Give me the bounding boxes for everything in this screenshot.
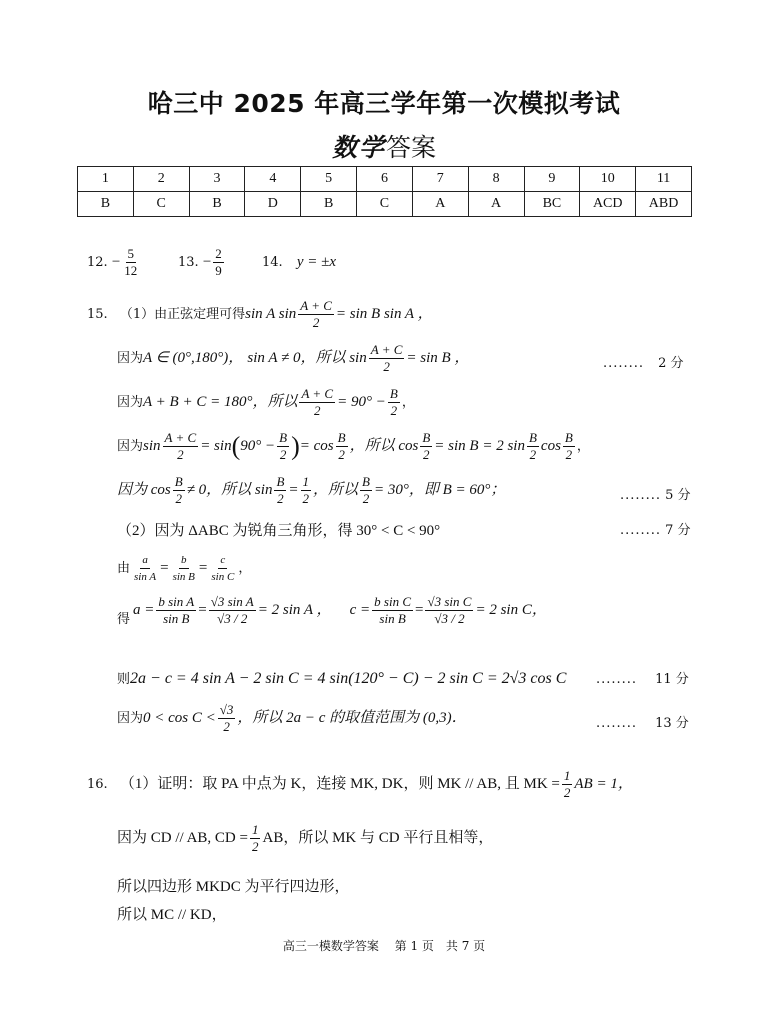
q15-p1-expr-b: = sin B sin A ， [335, 306, 433, 322]
answer-table-answer-cell: A [412, 192, 468, 217]
fraction-numerator: b [179, 552, 189, 569]
fraction-numerator: 1 [563, 768, 571, 783]
q15-l2-fraction [369, 342, 405, 375]
answer-table-number-cell: 8 [468, 167, 524, 192]
fraction-denominator: 12 [124, 263, 138, 278]
q15-l4-paren-close: ) [291, 431, 300, 461]
fraction-denominator: sin C [211, 571, 235, 583]
q15-l2-a: 因为 [117, 351, 144, 366]
score-2 [603, 352, 683, 371]
q14-label: 14. [262, 255, 283, 270]
answer-table-answer-cell: D [245, 192, 301, 217]
q15-l4-b: sin [143, 438, 161, 454]
q15-l8-a: 得 [117, 612, 131, 627]
q15-line-1-content [87, 298, 433, 331]
q15-l5-frac-4 [360, 474, 372, 507]
q13 [178, 246, 226, 279]
answer-table-number-cell: 7 [412, 167, 468, 192]
q15-l5-frac-1 [173, 474, 185, 507]
answer-table-answer-cell: A [468, 192, 524, 217]
q15-l3-fraction [299, 386, 335, 419]
q15-line-10-content [117, 702, 467, 735]
q16-line-2-content [117, 822, 493, 855]
q15-l7-frac-3 [209, 552, 236, 585]
score-13 [596, 712, 689, 731]
q15-line-8-content [133, 594, 547, 627]
fraction-numerator: B [276, 474, 285, 489]
fraction-denominator: 2 [338, 447, 345, 462]
answer-table-number-cell: 2 [133, 167, 189, 192]
fraction-numerator: A + C [370, 342, 403, 357]
subtitle-answer: 答案 [386, 133, 437, 162]
score-leader-dots: ........ [596, 672, 638, 687]
q16-l2-b: AB，所以 MK 与 CD 平行且相等， [262, 830, 494, 846]
q15-l8-e: = 2 sin C， [475, 602, 547, 618]
fraction-denominator: 2 [302, 491, 310, 506]
q16-l2-frac [250, 822, 261, 855]
fraction-numerator: A + C [301, 386, 334, 401]
fraction-denominator: 2 [565, 447, 573, 462]
q15-l5-c: = [288, 482, 299, 498]
q13-sign: − [202, 254, 212, 270]
fraction-denominator: 2 [529, 447, 537, 462]
fraction-denominator: 2 [314, 403, 321, 418]
fraction-denominator: sin B [163, 611, 190, 626]
q15-l7-b: ， [238, 561, 252, 576]
fraction-denominator: 2 [312, 315, 320, 330]
q15-l4-g: = sin B = 2 sin [434, 438, 525, 454]
q15-l5-b: ≠ 0，所以 sin [186, 482, 273, 498]
fraction-numerator: 1 [251, 822, 259, 837]
q15-l5-d: ，所以 [313, 482, 359, 498]
q16-l1-b: AB = 1， [574, 776, 633, 792]
q15-l7-a: 由 [117, 561, 131, 576]
fraction-denominator: 2 [175, 491, 182, 506]
q15-l2-c: sin A ≠ 0，所以 sin [247, 350, 367, 366]
q15-l8-frac-1 [156, 594, 196, 627]
score-value: 7 分 [665, 523, 691, 538]
fraction-numerator: √3 sin A [210, 594, 254, 609]
q15-l5-a: 因为 cos [117, 482, 171, 498]
page-footer: 高三一模数学答案 第 1 页 共 7 页 [282, 939, 486, 953]
equals-sign: = [198, 602, 207, 618]
q15-l4-frac-3 [336, 430, 348, 463]
fraction-numerator: A + C [300, 298, 332, 313]
answer-table [77, 166, 692, 217]
score-value: 5 分 [665, 488, 691, 503]
q15-l3-b: A + B + C = 180°，所以 [143, 394, 298, 410]
q15-l5-frac-2 [274, 474, 286, 507]
q15-l4-frac-5 [527, 430, 539, 463]
q15-l9-b: 2a − c = 4 sin A − 2 sin C = 4 sin(120° − C) − 2 sin C = 2√3 cos C [130, 670, 567, 687]
score-value: 13 分 [655, 716, 689, 731]
fraction-denominator: 2 [563, 785, 571, 800]
q15-l7-frac-2 [171, 552, 197, 585]
answer-table-answer-cell: BC [524, 192, 580, 217]
fraction-numerator: √3 sin C [427, 594, 472, 609]
q15-l4-frac-2 [277, 430, 289, 463]
q12-fraction [122, 246, 139, 279]
score-7 [620, 519, 690, 538]
answer-table-answer-cell: B [301, 192, 357, 217]
score-leader-dots: ........ [620, 488, 662, 503]
answer-table-answer-cell: C [133, 192, 189, 217]
q15-l10-b: 0 < cos C < [143, 710, 216, 726]
score-11 [596, 668, 689, 687]
q15-l8-frac-3 [372, 594, 413, 627]
q15-l5-frac-3 [301, 474, 312, 507]
fraction-numerator: 1 [302, 474, 310, 489]
equals-sign: = [198, 560, 208, 576]
fraction-numerator: B [528, 430, 537, 445]
answer-table-number-cell: 9 [524, 167, 580, 192]
q15-l4-i: ， [576, 439, 590, 454]
q15-l4-d: 90° − [240, 438, 276, 454]
q15-l4-h: cos [540, 438, 561, 454]
fraction-denominator: √3 / 2 [217, 611, 248, 626]
page-subtitle [0, 128, 768, 164]
fraction-denominator: sin B [379, 611, 406, 626]
q15-l10-a: 因为 [117, 711, 144, 726]
q14-answer: y = ±x [296, 254, 336, 270]
q15-line-3-content [117, 386, 415, 419]
fraction-denominator: 2 [251, 839, 259, 854]
q15-l3-d: ， [401, 395, 415, 410]
q15-l3-a: 因为 [117, 395, 144, 410]
q15-l8-b: a = [133, 602, 155, 618]
fraction-numerator: B [389, 386, 398, 401]
fraction-numerator: B [174, 474, 183, 489]
score-5 [620, 484, 690, 503]
score-leader-dots: ........ [603, 356, 645, 371]
q15-p2-a: （2）因为 ΔABC 为锐角三角形，得 30° < C < 90° [117, 523, 441, 539]
fraction-numerator: b sin A [158, 594, 195, 609]
q15-p1-fraction [298, 298, 334, 331]
equals-sign: = [415, 602, 424, 618]
fraction-denominator: sin A [134, 571, 157, 583]
q15-l9-a: 则 [117, 672, 131, 687]
score-leader-dots: ........ [620, 523, 662, 538]
fraction-denominator: 2 [177, 447, 184, 462]
answer-table-answer-cell: B [189, 192, 245, 217]
q16-l2-a: 因为 CD // AB, CD = [117, 830, 248, 846]
answer-table-number-cell: 11 [636, 167, 692, 192]
fraction-numerator: a [140, 552, 150, 569]
q15-l5-e: = 30°，即 B = 60°； [374, 482, 506, 498]
q15-l4-frac-1 [163, 430, 199, 463]
fraction-denominator: 2 [279, 447, 287, 462]
fraction-denominator: sin B [172, 571, 195, 583]
q13-label: 13. [178, 255, 199, 270]
fraction-denominator: 2 [390, 403, 398, 418]
answer-table-number-cell: 1 [78, 167, 134, 192]
subtitle-subject: 数学 [331, 133, 386, 162]
answer-table-number-cell: 10 [580, 167, 636, 192]
q14 [262, 254, 336, 271]
q16-label: 16. [87, 777, 108, 792]
fraction-numerator: √3 [219, 702, 234, 717]
q16-l4: 所以 MC // KD， [117, 907, 227, 923]
q15-l4-frac-6 [563, 430, 575, 463]
answer-table-answer-cell: ABD [636, 192, 692, 217]
q15-l4-frac-4 [420, 430, 432, 463]
q15-l4-a: 因为 [117, 439, 144, 454]
q12 [87, 246, 141, 279]
answer-table-number-row [78, 167, 692, 192]
q15-l2-b: A ∈ (0°,180°)， [143, 350, 244, 366]
q15-line-6-content [117, 519, 440, 540]
answer-table-number-cell: 5 [301, 167, 357, 192]
fraction-denominator: 2 [383, 359, 390, 374]
fraction-denominator: 2 [423, 447, 430, 462]
q15-line-7-content [117, 552, 251, 585]
q16-l1-frac [562, 768, 573, 801]
fraction-denominator: 2 [362, 491, 370, 506]
q16-line-1-content [87, 768, 633, 801]
q15-l8-frac-4 [425, 594, 473, 627]
fraction-numerator: 5 [127, 246, 135, 261]
q12-sign: − [111, 254, 121, 270]
fraction-denominator: 2 [223, 719, 230, 734]
fraction-numerator: B [564, 430, 573, 445]
q16-l1-a: （1）证明：取 PA 中点为 K，连接 MK, DK，则 MK // AB, 且 MK = [119, 776, 560, 792]
q15-l10-frac [218, 702, 236, 735]
answer-table-number-cell: 3 [189, 167, 245, 192]
page-title: 哈三中 2025 年高三学年第一次模拟考试 [147, 89, 621, 118]
q16-l3: 所以四边形 MKDC 为平行四边形， [117, 879, 350, 895]
q15-l8-c: = 2 sin A ， [257, 602, 332, 618]
q13-fraction [213, 246, 224, 279]
equals-sign: = [160, 560, 169, 576]
fraction-numerator: c [218, 552, 227, 569]
q15-l4-e: = cos [299, 438, 334, 454]
answer-table-number-cell: 6 [357, 167, 413, 192]
answer-table-answer-cell: ACD [580, 192, 636, 217]
answer-table-answer-cell: C [357, 192, 413, 217]
q15-p1-intro: （1）由正弦定理可得 [119, 307, 246, 322]
q15-line-2-content [117, 342, 469, 375]
q15-l3-fraction-2 [388, 386, 400, 419]
q15-label: 15. [87, 307, 108, 322]
fraction-numerator: 2 [215, 246, 222, 261]
fraction-numerator: b sin C [374, 594, 412, 609]
fraction-numerator: B [362, 474, 370, 489]
q15-l8-d: c = [349, 602, 371, 618]
fraction-numerator: B [337, 430, 346, 445]
q15-line-9-content [117, 668, 566, 688]
q12-label: 12. [87, 255, 108, 270]
fraction-denominator: √3 / 2 [434, 611, 465, 626]
answer-table-answer-row [78, 192, 692, 217]
q15-l3-c: = 90° − [337, 394, 386, 410]
fraction-numerator: B [422, 430, 431, 445]
fraction-numerator: A + C [164, 430, 197, 445]
q15-l4-paren-open: ( [231, 431, 241, 461]
q15-l4-c: = sin [200, 438, 232, 454]
q15-l4-f: ，所以 cos [349, 438, 419, 454]
q15-p1-expr-a: sin A sin [245, 306, 297, 322]
score-value: 11 分 [655, 672, 689, 687]
q15-line-5-content [117, 474, 505, 507]
q15-line-4-content [117, 430, 590, 463]
q15-l2-d: = sin B ， [406, 350, 470, 366]
fraction-denominator: 2 [277, 491, 284, 506]
fraction-numerator: B [279, 430, 288, 445]
q15-l8-frac-2 [209, 594, 256, 627]
answer-table-answer-cell: B [78, 192, 134, 217]
score-leader-dots: ........ [596, 716, 638, 731]
q15-l8-de [117, 608, 130, 627]
q15-l7-frac-1 [132, 552, 158, 585]
answer-table-number-cell: 4 [245, 167, 301, 192]
fraction-denominator: 9 [215, 263, 222, 278]
score-value: 2 分 [658, 356, 684, 371]
q15-l10-c: ，所以 2a − c 的取值范围为 (0,3)． [237, 710, 467, 726]
